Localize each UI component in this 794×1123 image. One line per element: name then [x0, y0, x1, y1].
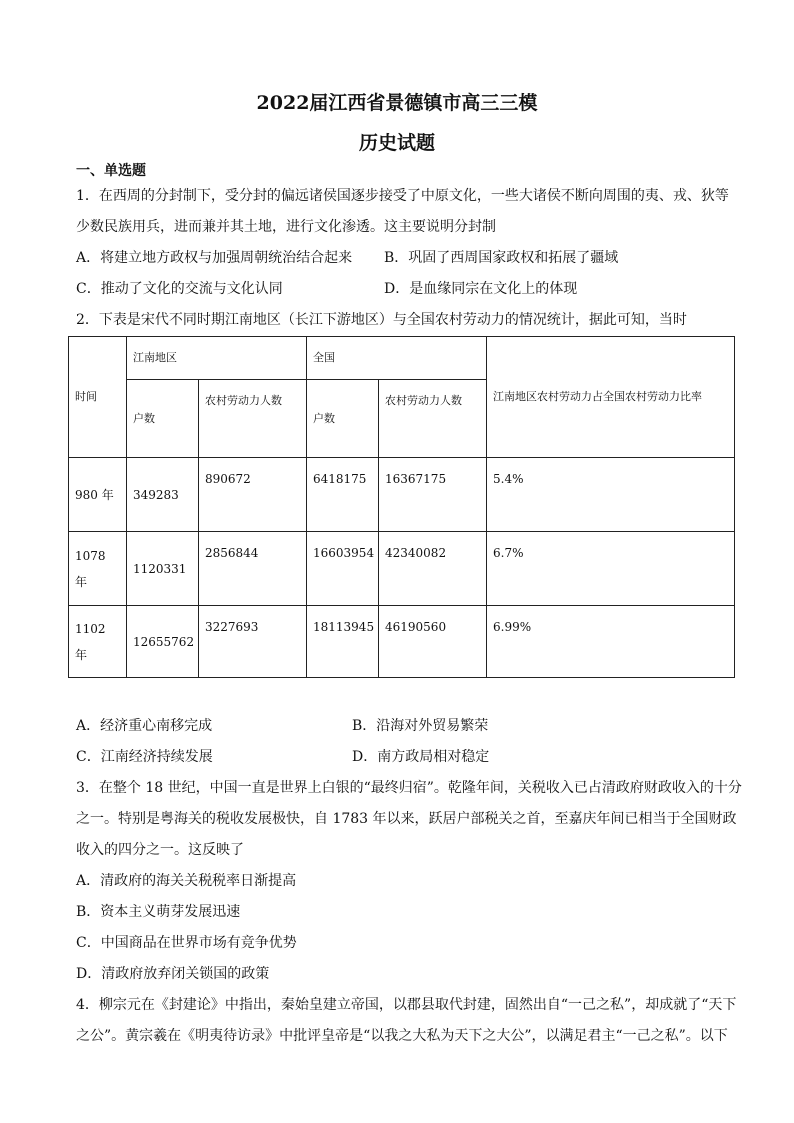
cell-time: 1102 年	[69, 606, 127, 678]
q3-option-b: B．资本主义萌芽发展迅速	[76, 904, 241, 920]
cell-nat-labor: 42340082	[379, 532, 487, 606]
q1-option-a: A．将建立地方政权与加强周朝统治结合起来	[76, 250, 353, 266]
q3-option-a: A．清政府的海关关税税率日渐提高	[76, 873, 297, 889]
cell-jn-labor: 890672	[199, 458, 307, 532]
table-row	[69, 532, 735, 606]
q2-option-b: B．沿海对外贸易繁荣	[352, 718, 489, 734]
cell-time: 1078 年	[69, 532, 127, 606]
q3-option-c: C．中国商品在世界市场有竞争优势	[76, 935, 297, 951]
q2-option-d: D．南方政局相对稳定	[352, 749, 490, 765]
cell-nat-labor: 46190560	[379, 606, 487, 678]
q3-line1: 3．在整个 18 世纪，中国一直是世界上白银的“最终归宿”。乾隆年间，关税收入已占清政府财政收入的十分	[76, 780, 742, 796]
table-row	[69, 458, 735, 532]
cell-jn-labor: 3227693	[199, 606, 307, 678]
cell-nat-households: 16603954	[307, 532, 379, 606]
q1-option-b: B．巩固了西周国家政权和拓展了疆域	[384, 250, 619, 266]
cell-ratio: 6.99%	[487, 606, 735, 678]
cell-jn-households: 1120331	[127, 532, 199, 606]
cell-jn-households: 349283	[127, 458, 199, 532]
header-jn-households: 户数	[127, 380, 199, 458]
q2-line1: 2．下表是宋代不同时期江南地区（长江下游地区）与全国农村劳动力的情况统计，据此可知，当时	[76, 312, 687, 328]
section-heading: 一、单选题	[76, 163, 146, 179]
cell-ratio: 6.7%	[487, 532, 735, 606]
labor-stats-table	[68, 336, 735, 678]
cell-nat-households: 18113945	[307, 606, 379, 678]
header-jiangnan: 江南地区	[127, 337, 307, 380]
cell-jn-labor: 2856844	[199, 532, 307, 606]
table-row	[69, 606, 735, 678]
q3-option-d: D．清政府放弃闭关锁国的政策	[76, 966, 270, 982]
q4-line2: 之公”。黄宗羲在《明夷待访录》中批评皇帝是“以我之大私为天下之大公”，以满足君主“一己之私”。以下	[76, 1028, 728, 1044]
cell-time: 980 年	[69, 458, 127, 532]
header-nat-households: 户数	[307, 380, 379, 458]
q1-option-d: D．是血缘同宗在文化上的体现	[384, 281, 578, 297]
cell-ratio: 5.4%	[487, 458, 735, 532]
q1-line1: 1．在西周的分封制下，受分封的偏远诸侯国逐步接受了中原文化，一些大诸侯不断向周围的夷、戎、狄等	[76, 188, 729, 204]
q3-line2: 之一。特别是粤海关的税收发展极快，自 1783 年以来，跃居户部税关之首，至嘉庆年间已相当于全国财政	[76, 811, 737, 827]
q1-option-c: C．推动了文化的交流与文化认同	[76, 281, 283, 297]
q3-line3: 收入的四分之一。这反映了	[76, 842, 244, 858]
q2-option-a: A．经济重心南移完成	[76, 718, 213, 734]
cell-nat-labor: 16367175	[379, 458, 487, 532]
cell-nat-households: 6418175	[307, 458, 379, 532]
cell-jn-households: 12655762	[127, 606, 199, 678]
header-national: 全国	[307, 337, 487, 380]
doc-title: 2022届江西省景德镇市高三三模	[256, 92, 538, 114]
q2-option-c: C．江南经济持续发展	[76, 749, 213, 765]
q4-line1: 4．柳宗元在《封建论》中指出，秦始皇建立帝国，以郡县取代封建，固然出自“一己之私”，却成就了“天下	[76, 997, 737, 1013]
header-jn-labor: 农村劳动力人数	[199, 380, 307, 458]
header-time: 时间	[69, 337, 127, 458]
q1-line2: 少数民族用兵，进而兼并其土地，进行文化渗透。这主要说明分封制	[76, 219, 496, 235]
header-ratio: 江南地区农村劳动力占全国农村劳动力比率	[487, 337, 735, 458]
doc-subtitle: 历史试题	[358, 132, 435, 154]
header-nat-labor: 农村劳动力人数	[379, 380, 487, 458]
